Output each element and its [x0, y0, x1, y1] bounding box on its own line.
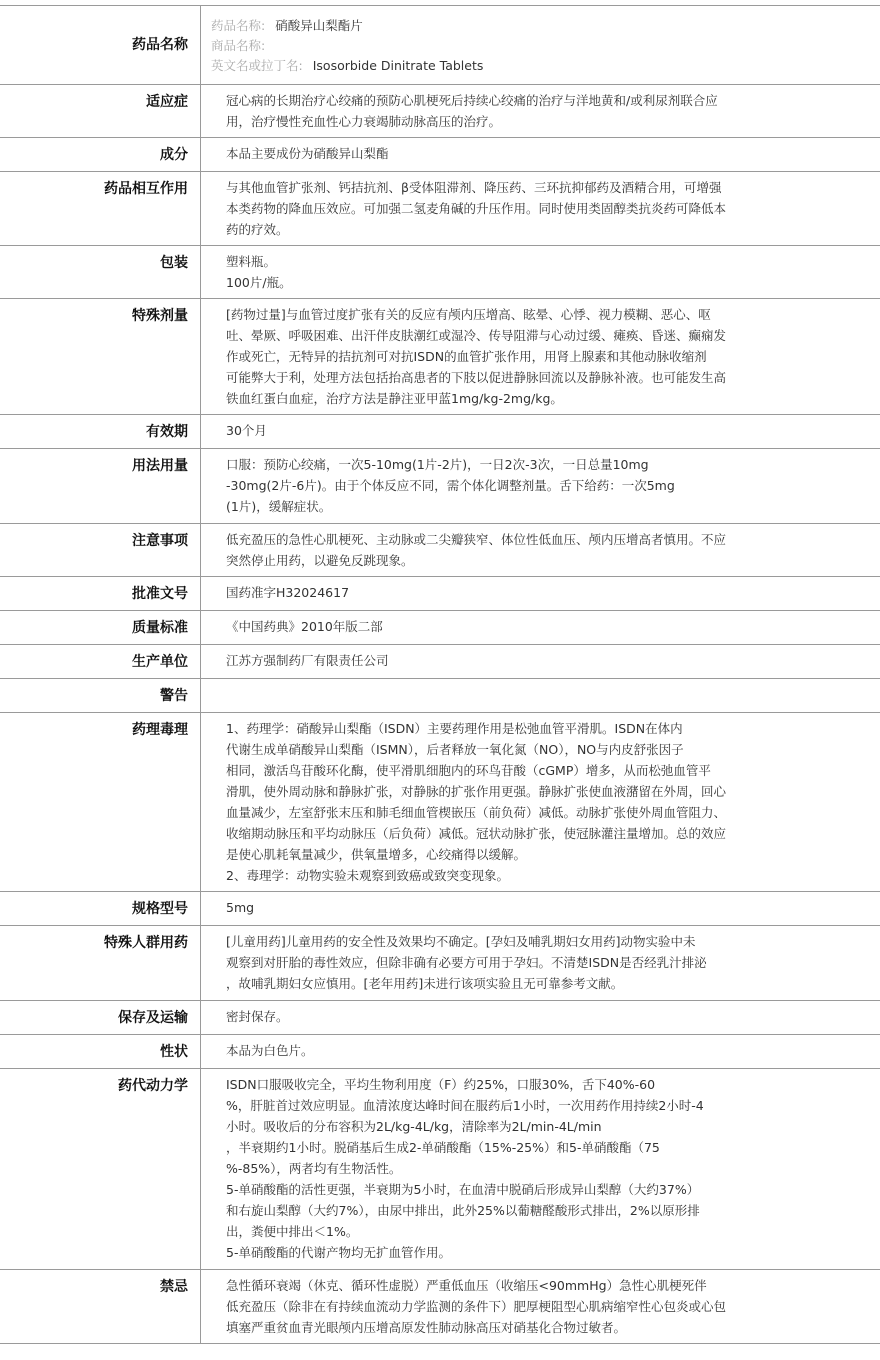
row-text-line: 铁血红蛋白血症，治疗方法是静注亚甲蓝1mg/kg-2mg/kg。 — [226, 391, 563, 406]
row-value-cell — [201, 138, 880, 172]
row-text-line: 口服：预防心绞痛，一次5-10mg(1片-2片)，一日2次-3次，一日总量10mg — [226, 457, 649, 472]
row-value-cell — [201, 415, 880, 449]
spec-row — [0, 299, 880, 415]
row-label: 药代动力学 — [118, 1078, 188, 1094]
row-label-cell — [0, 577, 201, 611]
generic-name-line — [211, 16, 880, 36]
spec-table-body — [0, 6, 880, 1344]
spec-row — [0, 246, 880, 299]
row-text-line: 5-单硝酸酯的活性更强，半衰期为5小时，在血清中脱硝后形成异山梨醇（大约37%） — [226, 1182, 700, 1197]
row-value-cell — [201, 6, 880, 85]
row-text-line: 《中国药典》2010年版二部 — [226, 619, 383, 634]
row-text-line — [226, 684, 880, 705]
row-label-cell — [0, 1270, 201, 1344]
row-text-line: 急性循环衰竭（休克、循环性虚脱）严重低血压（收缩压<90mmHg）急性心肌梗死伴 — [226, 1278, 707, 1293]
generic-name-value: 硝酸异山梨酯片 — [275, 18, 363, 33]
row-label: 药理毒理 — [132, 722, 188, 738]
row-label-cell — [0, 415, 201, 449]
spec-row — [0, 645, 880, 679]
row-label-cell — [0, 172, 201, 246]
row-label: 用法用量 — [132, 458, 188, 474]
drug-spec-table — [0, 5, 880, 1344]
row-text-line: 江苏方强制药厂有限责任公司 — [226, 653, 389, 668]
row-label: 质量标准 — [132, 620, 188, 636]
row-label-cell — [0, 6, 201, 85]
row-label-cell — [0, 449, 201, 524]
spec-row — [0, 449, 880, 524]
row-text-line: 塑料瓶。 — [226, 254, 277, 269]
row-text-line: 本品为白色片。 — [226, 1043, 314, 1058]
row-value-cell — [201, 299, 880, 415]
spec-row — [0, 85, 880, 138]
row-text-line: 收缩期动脉压和平均动脉压（后负荷）减低。冠状动脉扩张，使冠脉灌注量增加。总的效应 — [226, 826, 727, 841]
row-label: 规格型号 — [132, 901, 188, 917]
english-name-key: 英文名或拉丁名: — [211, 58, 303, 73]
row-text-line: %-85%），两者均有生物活性。 — [226, 1161, 402, 1176]
row-text-line: 是使心肌耗氧量减少，供氧量增多，心绞痛得以缓解。 — [226, 847, 527, 862]
row-label-cell — [0, 85, 201, 138]
trade-name-key: 商品名称: — [211, 38, 266, 53]
row-text-line: 5-单硝酸酯的代谢产物均无扩血管作用。 — [226, 1245, 451, 1260]
row-label: 适应症 — [146, 94, 188, 110]
row-value-cell — [201, 713, 880, 892]
spec-row — [0, 172, 880, 246]
row-text-line: 作或死亡，无特异的拮抗剂可对抗ISDN的血管扩张作用，用肾上腺素和其他动脉收缩剂 — [226, 349, 707, 364]
row-label-cell — [0, 645, 201, 679]
row-label-cell — [0, 611, 201, 645]
row-text-line: 突然停止用药，以避免反跳现象。 — [226, 553, 414, 568]
row-text-line: 出，粪便中排出＜1%。 — [226, 1224, 359, 1239]
row-label-cell — [0, 246, 201, 299]
trade-name-line — [211, 36, 880, 56]
row-value-cell — [201, 892, 880, 926]
row-label-cell — [0, 1001, 201, 1035]
spec-row — [0, 1270, 880, 1344]
row-text-line: [药物过量]与血管过度扩张有关的反应有颅内压增高、眩晕、心悸、视力模糊、恶心、呕 — [226, 307, 711, 322]
row-text-line: 药的疗效。 — [226, 222, 289, 237]
row-value-cell — [201, 1001, 880, 1035]
row-text-line: 填塞严重贫血青光眼颅内压增高原发性肺动脉高压对硝基化合物过敏者。 — [226, 1320, 627, 1335]
row-label: 成分 — [160, 147, 188, 163]
row-label-cell — [0, 1035, 201, 1069]
spec-row — [0, 926, 880, 1001]
row-label-cell — [0, 1069, 201, 1270]
row-label: 有效期 — [146, 424, 188, 440]
spec-row — [0, 1069, 880, 1270]
row-text-line: 吐、晕厥、呼吸困难、出汗伴皮肤潮红或湿冷、传导阻滞与心动过缓、瘫痪、昏迷、癫痫发 — [226, 328, 727, 343]
row-label: 注意事项 — [132, 533, 188, 549]
row-value-cell — [201, 611, 880, 645]
row-text-line: %，肝脏首过效应明显。血清浓度达峰时间在服药后1小时，一次用药作用持续2小时-4 — [226, 1098, 704, 1113]
spec-row — [0, 138, 880, 172]
row-label-cell — [0, 713, 201, 892]
row-text-line: 低充盈压的急性心肌梗死、主动脉或二尖瓣狭窄、体位性低血压、颅内压增高者慎用。不应 — [226, 532, 727, 547]
spec-row — [0, 679, 880, 713]
row-text-line: 可能弊大于利，处理方法包括抬高患者的下肢以促进静脉回流以及静脉补液。也可能发生高 — [226, 370, 727, 385]
row-text-line: [儿童用药]儿童用药的安全性及效果均不确定。[孕妇及哺乳期妇女用药]动物实验中未 — [226, 934, 696, 949]
row-label: 生产单位 — [132, 654, 188, 670]
row-value-cell — [201, 172, 880, 246]
row-label-cell — [0, 926, 201, 1001]
spec-row-drug-name — [0, 6, 880, 85]
row-value-cell — [201, 1069, 880, 1270]
row-label: 保存及运输 — [118, 1010, 188, 1026]
row-value-cell — [201, 85, 880, 138]
spec-row — [0, 1001, 880, 1035]
row-text-line: 密封保存。 — [226, 1009, 289, 1024]
row-label-cell — [0, 892, 201, 926]
row-value-cell — [201, 246, 880, 299]
row-label: 禁忌 — [160, 1279, 188, 1295]
row-label: 性状 — [160, 1044, 188, 1060]
generic-name-key: 药品名称: — [211, 18, 266, 33]
row-text-line: 低充盈压（除非在有持续血流动力学监测的条件下）肥厚梗阻型心肌病缩窄性心包炎或心包 — [226, 1299, 727, 1314]
row-text-line: 本品主要成份为硝酸异山梨酯 — [226, 146, 389, 161]
row-value-cell — [201, 449, 880, 524]
row-text-line: 代谢生成单硝酸异山梨酯（ISMN），后者释放一氧化氮（NO），NO与内皮舒张因子 — [226, 742, 684, 757]
row-text-line: -30mg(2片-6片)。由于个体反应不同，需个体化调整剂量。舌下给药：一次5mg — [226, 478, 675, 493]
row-label: 药品名称 — [132, 37, 188, 53]
row-label-cell — [0, 524, 201, 577]
row-value-cell — [201, 679, 880, 713]
spec-row — [0, 577, 880, 611]
row-text-line: 本类药物的降血压效应。可加强二氢麦角碱的升压作用。同时使用类固醇类抗炎药可降低本 — [226, 201, 727, 216]
row-text-line: 和右旋山梨醇（大约7%），由尿中排出，此外25%以葡糖醛酸形式排出，2%以原形排 — [226, 1203, 700, 1218]
spec-row — [0, 415, 880, 449]
row-label-cell — [0, 299, 201, 415]
row-text-line: 1、药理学：硝酸异山梨酯（ISDN）主要药理作用是松弛血管平滑肌。ISDN在体内 — [226, 721, 683, 736]
row-text-line: 用，治疗慢性充血性心力衰竭肺动脉高压的治疗。 — [226, 114, 502, 129]
row-text-line: 滑肌，使外周动脉和静脉扩张，对静脉的扩张作用更强。静脉扩张使血液潴留在外周，回心 — [226, 784, 727, 799]
row-text-line: ISDN口服吸收完全，平均生物利用度（F）约25%，口服30%，舌下40%-60 — [226, 1077, 656, 1092]
row-text-line: 血量减少，左室舒张末压和肺毛细血管楔嵌压（前负荷）减低。动脉扩张使外周血管阻力、 — [226, 805, 727, 820]
row-value-cell — [201, 926, 880, 1001]
row-label: 批准文号 — [132, 586, 188, 602]
row-label: 药品相互作用 — [104, 181, 188, 197]
row-text-line: 国药准字H32024617 — [226, 585, 350, 600]
row-label: 特殊剂量 — [132, 308, 188, 324]
row-text-line: 小时。吸收后的分布容积为2L/kg-4L/kg，清除率为2L/min-4L/min — [226, 1119, 602, 1134]
row-text-line: 5mg — [226, 900, 255, 915]
row-label-cell — [0, 138, 201, 172]
row-text-line: 30个月 — [226, 423, 267, 438]
row-text-line: 100片/瓶。 — [226, 275, 292, 290]
row-text-line: 2、毒理学：动物实验未观察到致癌或致突变现象。 — [226, 868, 509, 883]
english-name-line — [211, 56, 880, 76]
row-text-line: ，故哺乳期妇女应慎用。[老年用药]未进行该项实验且无可靠参考文献。 — [226, 976, 624, 991]
row-text-line: 观察到对肝胎的毒性效应，但除非确有必要方可用于孕妇。不清楚ISDN是否经乳汁排泌 — [226, 955, 707, 970]
row-text-line: 与其他血管扩张剂、钙拮抗剂、β受体阻滞剂、降压药、三环抗抑郁药及酒精合用，可增强 — [226, 180, 722, 195]
row-label: 包装 — [160, 255, 188, 271]
row-text-line: 相同，激活鸟苷酸环化酶，使平滑肌细胞内的环鸟苷酸（cGMP）增多，从而松弛血管平 — [226, 763, 711, 778]
row-label: 警告 — [160, 688, 188, 704]
row-label: 特殊人群用药 — [104, 935, 188, 951]
spec-row — [0, 524, 880, 577]
english-name-value: Isosorbide Dinitrate Tablets — [312, 58, 484, 73]
row-value-cell — [201, 1035, 880, 1069]
spec-row — [0, 713, 880, 892]
row-label-cell — [0, 679, 201, 713]
spec-row — [0, 892, 880, 926]
row-value-cell — [201, 1270, 880, 1344]
spec-row — [0, 611, 880, 645]
row-value-cell — [201, 645, 880, 679]
row-value-cell — [201, 577, 880, 611]
row-text-line: 冠心病的长期治疗心绞痛的预防心肌梗死后持续心绞痛的治疗与洋地黄和/或利尿剂联合应 — [226, 93, 718, 108]
row-text-line: (1片)，缓解症状。 — [226, 499, 332, 514]
spec-row — [0, 1035, 880, 1069]
row-value-cell — [201, 524, 880, 577]
row-text-line: ，半衰期约1小时。脱硝基后生成2-单硝酸酯（15%-25%）和5-单硝酸酯（75 — [226, 1140, 660, 1155]
